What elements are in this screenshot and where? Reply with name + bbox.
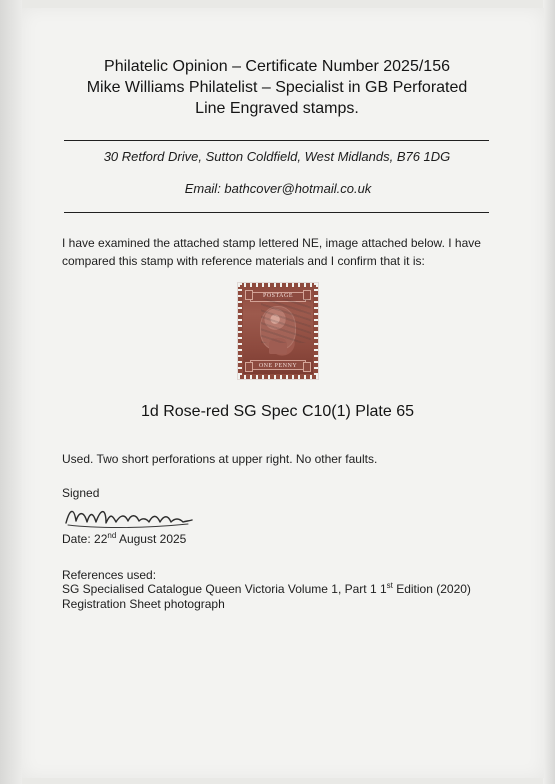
signature <box>58 500 196 534</box>
references-label: References used: <box>62 568 157 582</box>
reference-1-rest: Edition (2020) <box>392 582 471 596</box>
stamp-image <box>238 283 318 379</box>
stamp-bottom-text: ONE PENNY <box>258 363 298 369</box>
header-line-3: Line Engraved stamps. <box>195 100 359 117</box>
reference-1-superscript: st <box>386 581 393 590</box>
signed-label: Signed <box>62 486 100 500</box>
certificate-header <box>72 56 482 119</box>
certificate-paper <box>22 8 544 778</box>
top-rule <box>64 140 489 141</box>
email-line: Email: bathcover@hotmail.co.uk <box>184 181 372 196</box>
condition-note: Used. Two short perforations at upper right. No other faults. <box>62 452 378 466</box>
date-superscript: nd <box>107 531 117 540</box>
reference-2: Registration Sheet photograph <box>62 597 225 611</box>
signature-underline <box>68 524 188 528</box>
bottom-rule <box>64 212 489 213</box>
stamp-top-text: POSTAGE <box>262 293 294 299</box>
scan-left-edge <box>0 0 22 784</box>
address-line: 30 Retford Drive, Sutton Coldfield, West Midlands, B76 1DG <box>103 149 451 164</box>
date-rest: August 2025 <box>116 532 187 546</box>
intro-line-2: compared this stamp with reference materials and I confirm that it is: <box>62 254 425 268</box>
stamp-design <box>243 288 313 374</box>
header-line-1: Philatelic Opinion – Certificate Number 2025/156 <box>104 58 450 75</box>
reference-1-prefix: SG Specialised Catalogue Queen Victoria Volume 1, Part 1 1 <box>62 582 387 596</box>
intro-line-1: I have examined the attached stamp lettered NE, image attached below. I have <box>62 236 481 250</box>
certificate-result: 1d Rose-red SG Spec C10(1) Plate 65 <box>140 403 415 420</box>
date-prefix: Date: 22 <box>62 532 108 546</box>
scan-right-edge <box>543 0 555 784</box>
date-line <box>62 530 492 548</box>
intro-text <box>62 234 492 270</box>
postmark-cancel <box>261 299 311 343</box>
header-line-2: Mike Williams Philatelist – Specialist in GB Perforated <box>86 79 468 96</box>
signature-stroke <box>66 511 192 523</box>
